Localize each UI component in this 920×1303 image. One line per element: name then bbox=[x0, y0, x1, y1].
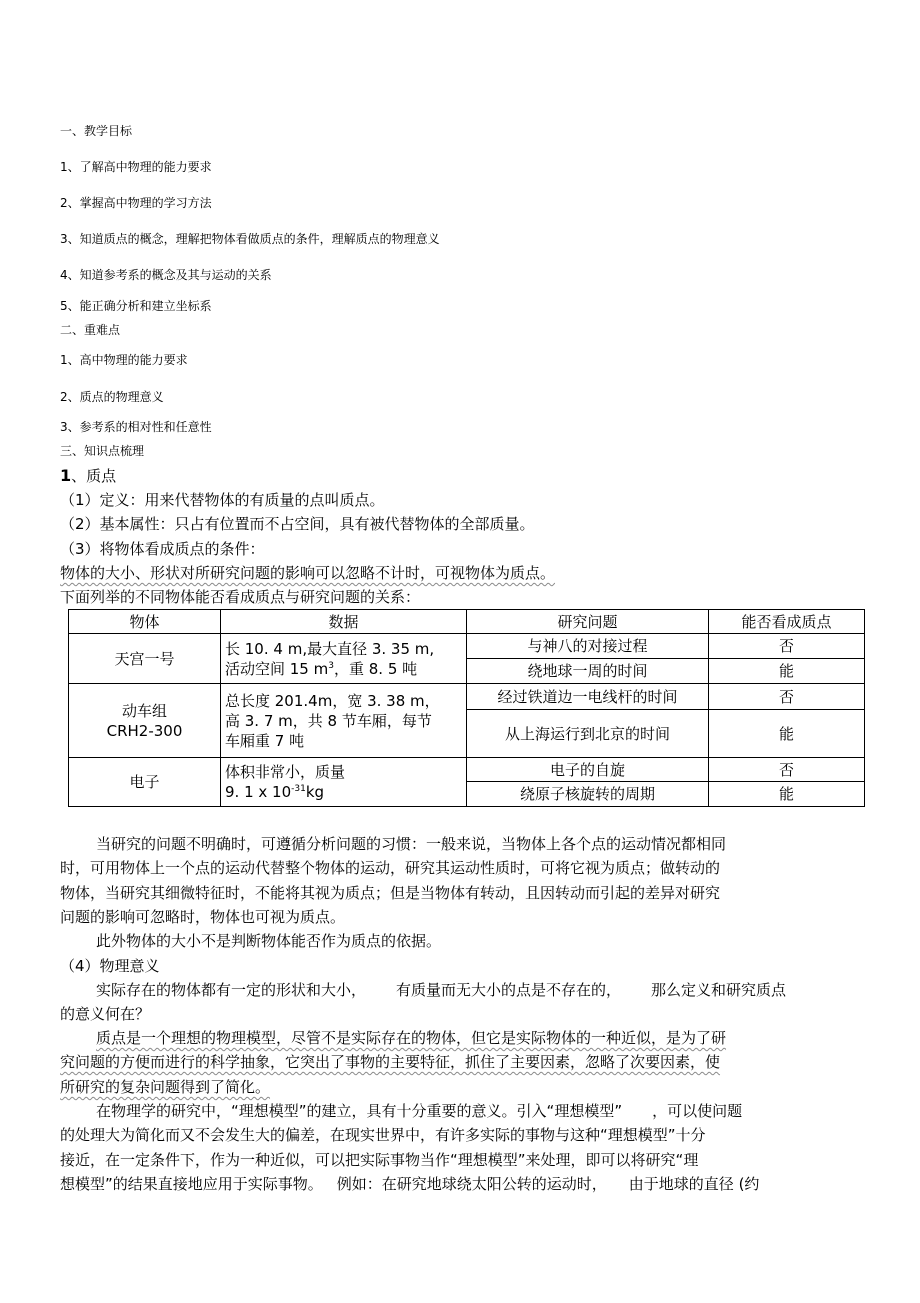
answer-cell: 否 bbox=[709, 634, 865, 659]
paragraph-line: 物体，当研究其细微特征时，不能将其视为质点；但是当物体有转动，且因转动而引起的差异对研究 bbox=[60, 884, 721, 902]
paragraph-line: 实际存在的物体都有一定的形状和大小， 有质量而无大小的点是不存在的， 那么定义和研究质点 bbox=[96, 981, 787, 999]
condition-text: 物体的大小、形状对所研究问题的影响可以忽略不计时，可视物体为质点。 bbox=[60, 564, 556, 582]
header-question: 研究问题 bbox=[467, 610, 709, 634]
meaning-heading: （4）物理意义 bbox=[60, 957, 160, 975]
answer-line: 质点是一个理想的物理模型，尽管不是实际存在的物体，但它是实际物体的一种近似，是为了研 bbox=[96, 1029, 727, 1047]
section-title bbox=[60, 466, 116, 486]
objective-item: 3、知道质点的概念，理解把物体看做质点的条件，理解质点的物理意义 bbox=[60, 232, 440, 246]
header-answer: 能否看成质点 bbox=[709, 610, 865, 634]
knowledge-heading: 三、知识点梳理 bbox=[60, 444, 145, 458]
section-number: 1 bbox=[60, 466, 72, 485]
data-tiangong: 长 10. 4 m,最大直径 3. 35 m, 活动空间 15 $m^3$，重 8. 5 吨 bbox=[221, 634, 467, 684]
question-cell: 与神八的对接过程 bbox=[467, 634, 709, 659]
object-electron: 电子 bbox=[69, 758, 221, 807]
paragraph-line: 的处理大为简化而又不会发生大的偏差，在现实世界中，有许多实际的事物与这种“理想模型”十分 bbox=[60, 1126, 706, 1144]
paragraph-line: 在物理学的研究中，“理想模型”的建立，具有十分重要的意义。引入“理想模型” ，可以使问题 bbox=[96, 1102, 743, 1120]
header-data: 数据 bbox=[221, 610, 467, 634]
attribute-line: （2）基本属性：只占有位置而不占空间，具有被代替物体的全部质量。 bbox=[60, 515, 535, 533]
object-tiangong: 天宫一号 bbox=[69, 634, 221, 684]
answer-cell: 否 bbox=[709, 684, 865, 710]
objectives-heading: 一、教学目标 bbox=[60, 124, 133, 138]
question-cell: 从上海运行到北京的时间 bbox=[467, 710, 709, 758]
question-cell: 绕原子核旋转的周期 bbox=[467, 782, 709, 807]
paragraph-line: 当研究的问题不明确时，可遵循分析问题的习惯：一般来说，当物体上各个点的运动情况都相同 bbox=[96, 835, 727, 853]
difficulty-item: 1、高中物理的能力要求 bbox=[60, 353, 188, 367]
objective-item: 2、掌握高中物理的学习方法 bbox=[60, 196, 212, 210]
answer-cell: 否 bbox=[709, 758, 865, 782]
object-crh: 动车组 CRH2-300 bbox=[69, 684, 221, 758]
table-row bbox=[69, 634, 865, 659]
answer-line: 所研究的复杂问题得到了简化。 bbox=[60, 1078, 271, 1096]
paragraph-line: 问题的影响可忽略时，物体也可视为质点。 bbox=[60, 908, 346, 926]
answer-cell: 能 bbox=[709, 710, 865, 758]
difficulty-item: 2、质点的物理意义 bbox=[60, 390, 164, 404]
paragraph-line: 想模型”的结果直接地应用于实际事物。 例如：在研究地球绕太阳公转的运动时， 由于地球的直径 (约 bbox=[60, 1175, 760, 1193]
condition-heading: （3）将物体看成质点的条件： bbox=[60, 540, 265, 558]
objective-item: 4、知道参考系的概念及其与运动的关系 bbox=[60, 268, 272, 282]
question-cell: 经过铁道边一电线杆的时间 bbox=[467, 684, 709, 710]
answer-cell: 能 bbox=[709, 782, 865, 807]
data-electron: 体积非常小，质量 9. 1 x $10^{-31}kg$ bbox=[221, 758, 467, 807]
objective-item: 1、了解高中物理的能力要求 bbox=[60, 160, 212, 174]
particle-table bbox=[68, 609, 865, 807]
difficulty-item: 3、参考系的相对性和任意性 bbox=[60, 420, 212, 434]
answer-line: 究问题的方便而进行的科学抽象，它突出了事物的主要特征，抓住了主要因素，忽略了次要因素，使 bbox=[60, 1053, 721, 1071]
section-title-text: 、质点 bbox=[71, 467, 117, 485]
data-crh: 总长度 201.4m，宽 3. 38 m， 高 3. 7 m，共 8 节车厢，每节 车厢重 7 吨 bbox=[221, 684, 467, 758]
table-intro: 下面列举的不同物体能否看成质点与研究问题的关系： bbox=[60, 588, 421, 606]
answer-cell: 能 bbox=[709, 659, 865, 684]
table-row bbox=[69, 684, 865, 710]
header-object: 物体 bbox=[69, 610, 221, 634]
objective-item: 5、能正确分析和建立坐标系 bbox=[60, 299, 212, 313]
paragraph-line: 的意义何在？ bbox=[60, 1005, 151, 1023]
difficulties-heading: 二、重难点 bbox=[60, 323, 121, 337]
table-header-row bbox=[69, 610, 865, 634]
paragraph-line: 接近，在一定条件下，作为一种近似，可以把实际事物当作“理想模型”来处理，即可以将研究“理 bbox=[60, 1151, 699, 1169]
paragraph-line: 时，可用物体上一个点的运动代替整个物体的运动，研究其运动性质时，可将它视为质点；做转动的 bbox=[60, 859, 721, 877]
paragraph-line: 此外物体的大小不是判断物体能否作为质点的依据。 bbox=[96, 932, 442, 950]
definition-line: （1）定义：用来代替物体的有质量的点叫质点。 bbox=[60, 491, 385, 509]
question-cell: 绕地球一周的时间 bbox=[467, 659, 709, 684]
question-cell: 电子的自旋 bbox=[467, 758, 709, 782]
table-row bbox=[69, 758, 865, 782]
